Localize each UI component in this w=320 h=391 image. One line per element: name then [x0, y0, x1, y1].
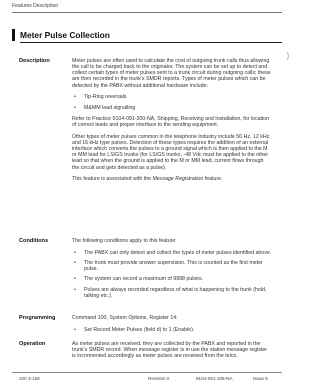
list-item: • The system can record a maximum of 9998 pulses.: [84, 276, 272, 282]
description-paragraph-1: Meter pulses are often used to calculate the cost of outgoing trunk calls thus allowing the call to be charged back to the originator. The system can be set up to detect and collect certain types of meter pulses sent to a trunk circuit during outgoing calls; these are then recorded in the trunk's SMDR reports. Types of meter pulses which can be detected by the PABX without additional hardware include:: [72, 58, 271, 89]
conditions-intro: The following conditions apply to this feature:: [72, 238, 177, 244]
programming-body: [72, 315, 272, 338]
conditions-label: Conditions: [19, 238, 49, 244]
conditions-body: [72, 238, 272, 304]
right-edge-mark: ): [286, 52, 290, 62]
section-title: Meter Pulse Collection: [20, 30, 110, 40]
footer-rule: [12, 372, 282, 373]
description-paragraph-4: [72, 176, 272, 182]
associated-feature-suffix: feature.: [203, 176, 223, 183]
description-paragraph-3: Other types of meter pulses common in the telephone industry include 50 Hz, 12 kHz, and 16 kHz type pulses. Detection of these types requires the addition of an external interface which converts the pulses to a ground signal which is then applied to the M or MM lead for LS/GS trunks (for LS/GS trunks, -48 Vdc must be applied to the other lead so that when the ground is applied to the M or MM lead, current flows through the circuit and gets detected as a pulse).: [72, 133, 271, 171]
conditions-list: [72, 250, 272, 300]
meter-type-list: [72, 94, 272, 111]
footer-practice-number: 9104-091-105-NA: [196, 376, 233, 381]
running-header: Features Description: [12, 3, 59, 9]
list-item: • The trunk must provide answer supervision. This is counted as the first meter pulse.: [84, 260, 272, 272]
operation-text: As meter pulses are received, they are collected by the PABX and reported in the trunk's SMDR record. When message register is in use the station message register is incremented accordingly as meter pulses are received from the telco.: [72, 341, 268, 360]
programming-command: Command 100, System Options, Register 14:: [72, 315, 178, 321]
operation-label: Operation: [19, 341, 46, 347]
programming-label: Programming: [19, 315, 56, 321]
description-body: [72, 58, 272, 188]
list-item: • Pulses are always recorded regardless of what is happening to the trunk (hold, talking etc.).: [84, 287, 272, 299]
programming-list: [72, 327, 272, 333]
associated-feature-prefix: This feature is associated with the: [72, 176, 153, 183]
list-item: • The PABX can only detect and collect the types of meter pulses identified above.: [84, 250, 272, 256]
footer-page-number: 100 3-156: [19, 376, 40, 381]
associated-feature-name: Message Registration: [152, 176, 204, 183]
list-item: • M&MM lead signalling: [84, 105, 272, 111]
description-label: Description: [19, 58, 50, 64]
description-paragraph-2: Refer to Practice 9104-091-200-NA, Shipping, Receiving and Installation, for location of correct leads and proper interface to the sending equipment.: [72, 116, 269, 129]
section-rule: [20, 42, 282, 43]
footer-issue: Issue 5: [253, 376, 268, 381]
footer-revision: Revision 0: [148, 376, 170, 381]
section-bar: [12, 29, 15, 41]
list-item: • Set Record Meter Pulses (field d) to 1 (Enable).: [84, 327, 272, 333]
header-rule: [12, 12, 282, 13]
operation-body: [72, 341, 272, 365]
list-item: • Tip-Ring reversals: [84, 94, 272, 100]
